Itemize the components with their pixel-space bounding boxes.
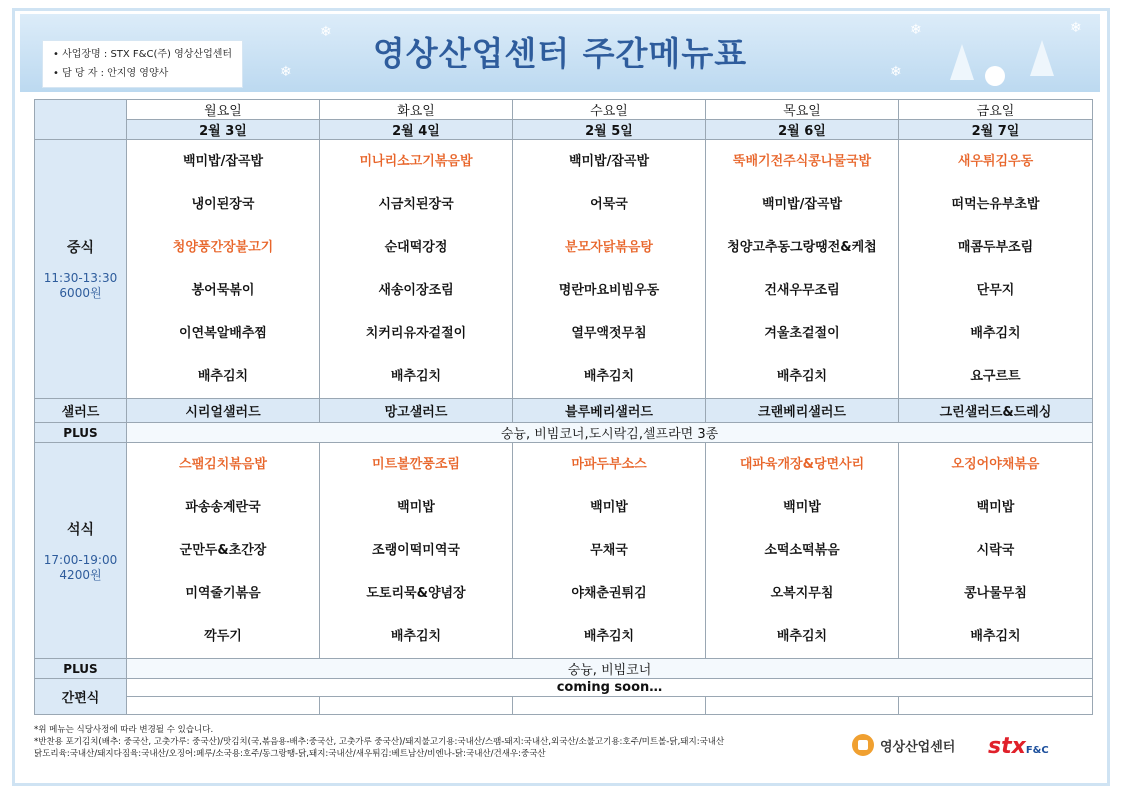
salad-item: 망고샐러드 [320,399,513,423]
footer-note: *위 메뉴는 식당사정에 따라 변경될 수 있습니다. [34,725,214,735]
snowflake-icon: ❄ [910,22,922,38]
salad-item: 그린샐러드&드레싱 [899,399,1093,423]
menu-item: 건새우무조림 [764,283,840,298]
day-date: 2월 5일 [513,120,706,140]
dinner-row [35,443,1093,659]
menu-item: 봉어묵볶이 [191,283,255,298]
day-date: 2월 7일 [899,120,1093,140]
dinner-time: 17:00-19:00 [43,552,118,567]
menu-item: 무채국 [590,543,628,558]
menu-item: 미역줄기볶음 [185,586,261,601]
menu-item: 순대떡강정 [384,240,448,255]
plus-dinner-row [35,659,1093,679]
lunch-menu-list [320,140,512,398]
lunch-menu-list [127,140,319,398]
snowflake-icon: ❄ [280,64,292,80]
menu-item: 분모자닭볶음탕 [565,240,653,255]
footer-notes [34,724,864,760]
dinner-price: 4200원 [59,567,102,582]
plus-lunch-text: 숭늉, 비빔코너,도시락김,셀프라면 3종 [127,423,1093,443]
menu-item: 치커리유자겉절이 [365,326,467,341]
stx-logo [988,734,1049,759]
day-date: 2월 4일 [320,120,513,140]
salad-item: 시리얼샐러드 [127,399,320,423]
menu-item: 새우튀김우동 [957,154,1034,169]
plus-label: PLUS [35,423,127,443]
lunch-price: 6000원 [59,286,102,300]
menu-item: 백미밥/잡곡밥 [568,154,650,169]
day-name: 금요일 [899,100,1093,120]
lunch-row [35,140,1093,399]
menu-item: 배추김치 [390,629,442,644]
menu-item: 배추김치 [197,369,249,384]
menu-item: 겨울초겉절이 [764,326,840,341]
day-date: 2월 3일 [127,120,320,140]
menu-item: 매콤두부조림 [957,240,1034,255]
menu-item: 시락국 [976,543,1015,558]
menu-item: 백미밥 [976,500,1015,515]
menu-item: 배추김치 [390,369,442,384]
menu-item: 열무액젓무침 [571,326,647,341]
day-date: 2월 6일 [706,120,899,140]
menu-item: 배추김치 [776,369,828,384]
menu-item: 마파두부소스 [571,457,647,472]
menu-item: 콩나물무침 [964,586,1027,601]
day-name: 월요일 [127,100,320,120]
menu-item: 깍두기 [204,629,242,644]
stx-logo-text: stx [988,734,1026,759]
menu-item: 미나리소고기볶음밥 [359,154,473,169]
snowman-icon [985,66,1005,86]
menu-item: 군만두&초간장 [179,543,267,558]
salad-row [35,399,1093,423]
footer-note: *반찬용 포기김치(배추: 중국산, 고춧가루: 중국산)/맛김치(국,볶음용-배추:중국산, 고춧가루 중국산)/돼지불고기용:국내산/스팸-돼지:국내산,외국산/소불고기용:호주/미트볼-닭,돼지:국내산 [34,737,725,747]
lunch-menu-list [513,140,705,398]
dinner-menu-list [513,443,705,658]
day-name: 화요일 [320,100,513,120]
menu-item: 단무지 [976,283,1015,298]
salad-item: 블루베리샐러드 [513,399,706,423]
menu-item: 백미밥 [783,500,821,515]
menu-item: 백미밥 [590,500,628,515]
day-name: 수요일 [513,100,706,120]
manager-info: • 담 당 자 : 안지영 영양사 [53,64,232,83]
center-logo [852,734,955,756]
menu-item: 어묵국 [590,197,628,212]
dinner-menu-list [320,443,512,658]
menu-item: 배추김치 [970,326,1021,341]
date-row [35,120,1093,140]
lunch-label: 중식 [66,240,95,256]
salad-item: 크랜베리샐러드 [706,399,899,423]
menu-item: 청양풍간장불고기 [172,240,274,255]
company-info: • 사업장명 : STX F&C(주) 영상산업센터 [53,45,232,64]
snowflake-icon: ❄ [890,64,902,80]
menu-item: 배추김치 [583,369,635,384]
menu-item: 배추김치 [583,629,635,644]
menu-item: 야채춘권튀김 [571,586,647,601]
dinner-label-cell [35,443,127,659]
plus-label: PLUS [35,659,127,679]
lunch-time: 11:30-13:30 [43,271,118,285]
menu-item: 떠먹는유부초밥 [951,197,1040,212]
menu-item: 스팸김치볶음밥 [179,457,267,472]
lunch-menu-list [899,140,1092,398]
day-row [35,100,1093,120]
menu-item: 명란마요비빔우동 [558,283,660,298]
menu-item: 대파육개장&당면사리 [739,457,865,472]
menu-item: 배추김치 [776,629,828,644]
menu-item: 조랭이떡미역국 [372,543,460,558]
menu-item: 뚝배기전주식콩나물국밥 [732,154,872,169]
dinner-menu-list [899,443,1092,658]
snowflake-icon: ❄ [1070,20,1082,36]
menu-item: 백미밥/잡곡밥 [761,197,843,212]
page-title: 영상산업센터 주간메뉴표 [372,34,748,73]
lunch-menu-list [706,140,898,398]
menu-item: 소떡소떡볶음 [764,543,840,558]
menu-item: 미트볼깐풍조림 [372,457,460,472]
menu-item: 오징어야채볶음 [951,457,1040,472]
dinner-menu-list [706,443,898,658]
plus-dinner-text: 숭늉, 비빔코너 [127,659,1093,679]
menu-item: 냉이된장국 [191,197,255,212]
center-logo-icon [852,734,874,756]
footer-note: 닭도리육:국내산/돼지다짐육:국내산/오징어:페루/소국용:호주/동그랑땡-닭,돼지:국내산/새우튀김:베트남산/비엔나-닭:국내산/건새우:중국산 [34,749,546,759]
tree-icon [1030,40,1054,76]
snowflake-icon: ❄ [320,24,332,40]
menu-item: 오복지무침 [770,586,834,601]
snack-label: 간편식 [35,679,127,715]
menu-item: 백미밥 [397,500,435,515]
menu-item: 배추김치 [970,629,1021,644]
tree-icon [950,44,974,80]
menu-item: 요구르트 [970,369,1021,384]
menu-item: 백미밥/잡곡밥 [182,154,264,169]
menu-item: 청양고추동그랑땡전&케첩 [727,240,877,255]
menu-item: 파송송계란국 [185,500,261,515]
menu-item: 새송이장조림 [378,283,454,298]
menu-item: 시금치된장국 [378,197,454,212]
menu-item: 이연복알배추찜 [179,326,267,341]
header-banner [20,14,1100,92]
fc-logo-text: F&C [1025,745,1049,756]
day-name: 목요일 [706,100,899,120]
menu-item: 도토리묵&양념장 [366,586,466,601]
dinner-menu-list [127,443,319,658]
lunch-label-cell [35,140,127,399]
plus-lunch-row [35,423,1093,443]
corner-cell [35,100,127,140]
dinner-label: 석식 [66,521,95,538]
snack-row [35,679,1093,697]
salad-label: 샐러드 [35,399,127,423]
menu-table [34,99,1093,715]
center-logo-text: 영상산업센터 [880,739,956,755]
snack-empty-row [35,697,1093,715]
snack-text: coming soon… [127,679,1093,697]
